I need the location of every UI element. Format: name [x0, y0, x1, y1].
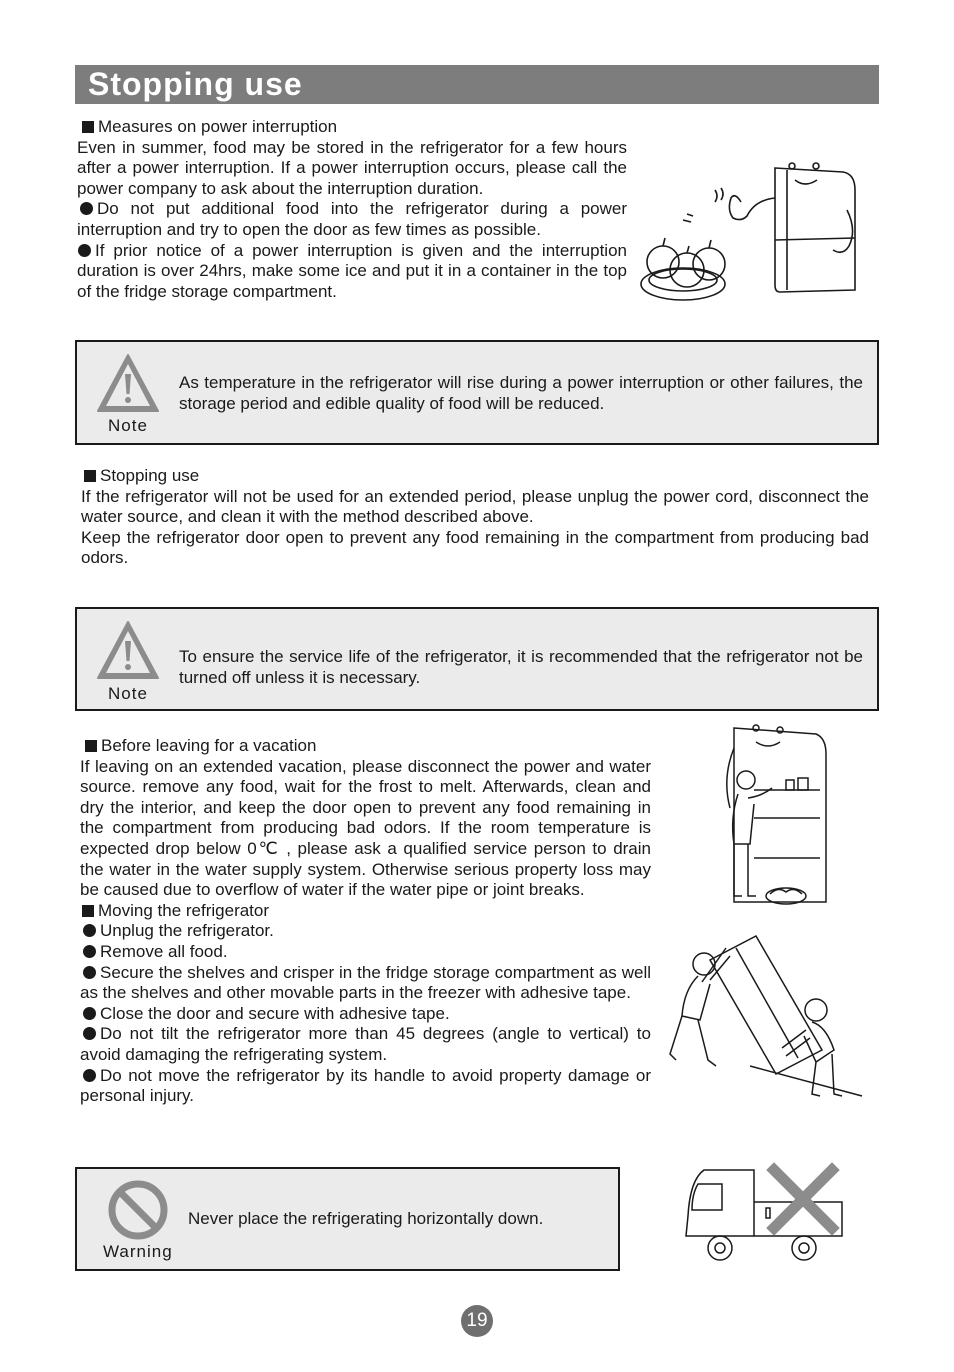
round-bullet-icon [80, 202, 93, 215]
note-box-power [75, 340, 879, 445]
power-paragraph: Even in summer, food may be stored in the refrigerator for a few hours after a power interruption. If a power interruption occurs, please call the power company to ask about the interruption duration. [77, 137, 627, 198]
warning-triangle-icon [95, 619, 161, 681]
moving-bullet: Secure the shelves and crisper in the fridge storage compartment as well as the shelves and other movable parts in the freezer with adhesive tape. [80, 962, 651, 1003]
square-bullet-icon [85, 740, 97, 752]
note-label: Note [108, 416, 148, 435]
round-bullet-icon [83, 1007, 96, 1020]
round-bullet-icon [83, 945, 96, 958]
page-title: Stopping use [88, 66, 303, 102]
note-label: Note [108, 684, 148, 703]
round-bullet-icon [83, 1069, 96, 1082]
vacation-paragraph: If leaving on an extended vacation, please disconnect the power and water source. remove any food, wait for the frost to melt. Afterwards, clean and dry the interior, and keep the door open to prevent any food remaining in the compartment from producing bad odors. If the room temperature is expected drop below 0℃ , please ask a qualified service person to drain the water in the water supply system. Otherwise serious property loss may be caused due to overflow of water if the water pipe or joint breaks. [80, 756, 651, 900]
warning-box [75, 1167, 620, 1271]
square-bullet-icon [82, 121, 94, 133]
vacation-heading: Before leaving for a vacation [80, 736, 651, 757]
note-text: As temperature in the refrigerator will rise during a power interruption or other failures, the storage period and edible quality of food will be reduced. [179, 373, 863, 413]
square-bullet-icon [84, 470, 96, 482]
stopping-paragraph: If the refrigerator will not be used for an extended period, please unplug the power cord, disconnect the water source, and clean it with the method described above. [81, 486, 869, 527]
warning-label: Warning [103, 1242, 173, 1261]
moving-bullet: Close the door and secure with adhesive tape. [80, 1004, 651, 1025]
stopping-paragraph: Keep the refrigerator door open to prevent any food remaining in the compartment from producing bad odors. [81, 527, 869, 568]
power-heading: Measures on power interruption [77, 117, 627, 138]
power-section [77, 117, 627, 302]
round-bullet-icon [78, 244, 91, 257]
truck-forbidden-illustration [682, 1164, 848, 1268]
prohibition-icon [107, 1179, 169, 1241]
power-bullet: If prior notice of a power interruption is given and the interruption duration is over 24hrs, make some ice and put it in a container in the top of the fridge storage compartment. [77, 240, 627, 301]
power-bullet: Do not put additional food into the refrigerator during a power interruption and try to open the door as few times as possible. [77, 199, 627, 239]
moving-bullet: Do not tilt the refrigerator more than 45 degrees (angle to vertical) to avoid damaging the refrigerating system. [80, 1024, 651, 1064]
fridge-apples-illustration [635, 150, 875, 310]
square-bullet-icon [82, 905, 94, 917]
moving-bullet: Unplug the refrigerator. [80, 921, 651, 942]
moving-bullet: Do not move the refrigerator by its handle to avoid property damage or personal injury. [80, 1065, 651, 1106]
title-bar [75, 65, 879, 104]
stopping-section [81, 466, 869, 569]
round-bullet-icon [83, 1027, 96, 1040]
stopping-heading: Stopping use [81, 466, 869, 487]
round-bullet-icon [83, 966, 96, 979]
note-text: To ensure the service life of the refrigerator, it is recommended that the refrigerator not be turned off unless it is necessary. [179, 647, 863, 687]
round-bullet-icon [83, 924, 96, 937]
moving-heading: Moving the refrigerator [78, 901, 651, 922]
warning-triangle-icon [95, 352, 161, 414]
note-box-service [75, 607, 879, 711]
cleaning-fridge-illustration [720, 718, 835, 908]
moving-bullet: Remove all food. [80, 942, 651, 963]
vacation-section [80, 736, 651, 1107]
moving-fridge-illustration [666, 930, 866, 1100]
warning-text: Never place the refrigerating horizontally down. [188, 1209, 544, 1228]
page-number: 19 [461, 1305, 493, 1337]
